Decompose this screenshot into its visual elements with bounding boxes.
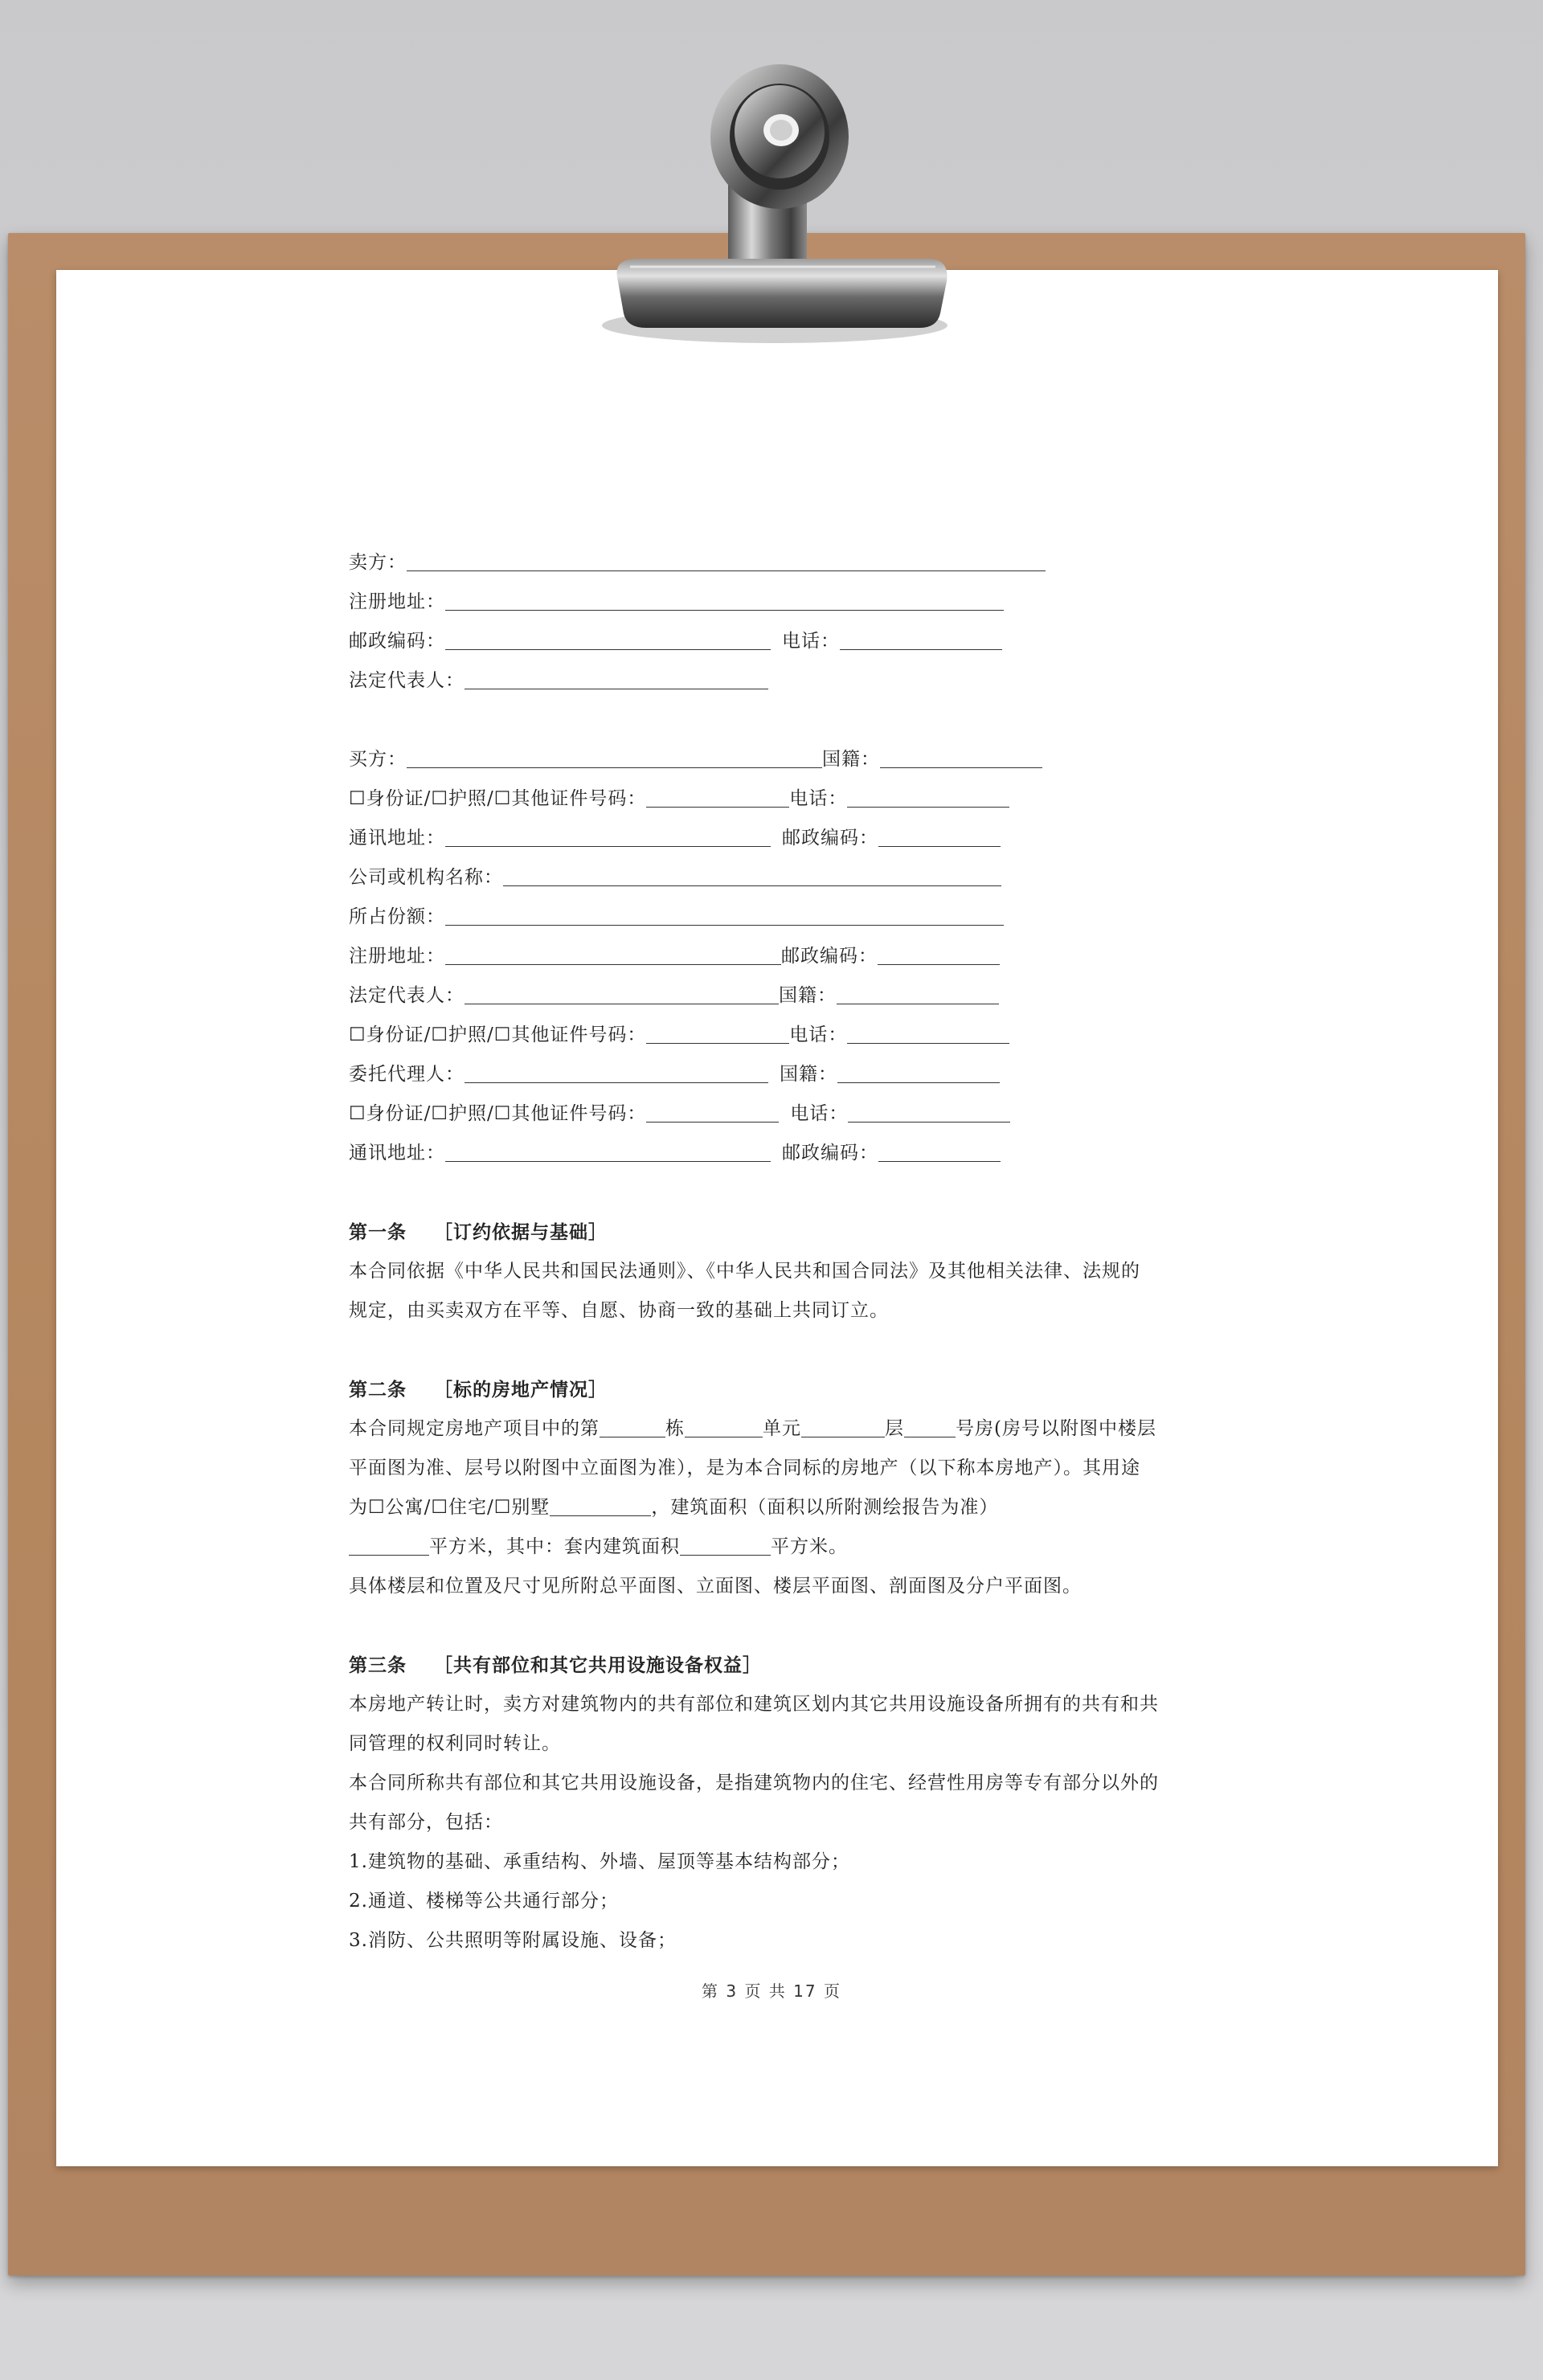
buyer-phone-label: 电话： [789, 788, 848, 809]
buyer-label: 买方： [349, 749, 407, 770]
seller-label: 卖方： [349, 552, 407, 573]
buyer-legal-rep-nationality-field[interactable] [837, 1003, 999, 1004]
buyer-legal-rep-field[interactable] [465, 1003, 779, 1004]
article3-item-3: 3.消防、公共照明等附属设施、设备； [349, 1930, 677, 1951]
inner-area-field[interactable] [680, 1554, 771, 1556]
article3-text-1: 本房地产转让时，卖方对建筑物内的共有部位和建筑区划内其它共用设施设备所拥有的共有和共 [349, 1694, 1159, 1715]
article1-text-2: 规定，由买卖双方在平等、自愿、协商一致的基础上共同订立。 [349, 1300, 889, 1321]
article2-l4-a: 平方米，其中：套内建筑面积 [429, 1536, 680, 1557]
seller-legal-rep-label: 法定代表人： [349, 670, 465, 691]
article2-number: 第二条 [349, 1379, 407, 1401]
buyer-agent-label: 委托代理人： [349, 1064, 465, 1085]
seller-postcode-label: 邮政编码： [349, 631, 445, 652]
article2-l3-a: 为☐公寓/☐住宅/☐别墅 [349, 1497, 550, 1518]
buyer-agent-phone-field[interactable] [848, 1121, 1010, 1123]
floor-number-field[interactable] [801, 1436, 885, 1437]
buyer-agent-address-field[interactable] [445, 1160, 771, 1162]
seller-postcode-field[interactable] [445, 648, 771, 650]
buyer-legal-rep-phone-field[interactable] [847, 1042, 1009, 1044]
seller-reg-address-label: 注册地址： [349, 591, 445, 612]
article2-l1-a: 本合同规定房地产项目中的第 [349, 1418, 600, 1439]
buyer-legal-rep-label: 法定代表人： [349, 985, 465, 1006]
article2-title: ［标的房地产情况］ [434, 1379, 608, 1401]
buyer-legal-rep-id-field[interactable] [646, 1042, 789, 1044]
article3-heading [349, 1646, 1193, 1685]
seller-phone-field[interactable] [840, 648, 1002, 650]
buyer-agent-phone-label: 电话： [790, 1103, 849, 1124]
buyer-line [349, 740, 1193, 779]
buyer-legal-rep-phone-label: 电话： [789, 1024, 848, 1045]
buyer-id-label: ☐身份证/☐护照/☐其他证件号码： [349, 788, 647, 809]
unit-number-field[interactable] [685, 1436, 763, 1437]
buyer-agent-id-field[interactable] [646, 1121, 779, 1123]
buyer-nationality-field[interactable] [880, 767, 1042, 768]
article2-l1-c: 单元 [763, 1418, 801, 1439]
seller-reg-address-line [349, 583, 1193, 622]
buyer-legal-rep-id-label: ☐身份证/☐护照/☐其他证件号码： [349, 1024, 647, 1045]
buyer-agent-postcode-field[interactable] [878, 1160, 1001, 1162]
article2-line-5: 具体楼层和位置及尺寸见所附总平面图、立面图、楼层平面图、剖面图及分户平面图。 [349, 1576, 1082, 1597]
buyer-agent-id-label: ☐身份证/☐护照/☐其他证件号码： [349, 1103, 647, 1124]
buyer-id-field[interactable] [646, 806, 789, 808]
article1-heading [349, 1212, 1193, 1252]
buyer-postcode-label: 邮政编码： [782, 828, 878, 849]
buyer-legal-rep-line [349, 976, 1193, 1016]
article3-item-1: 1.建筑物的基础、承重结构、外墙、屋顶等基本结构部分； [349, 1851, 850, 1872]
article3-text-4: 共有部分，包括： [349, 1812, 503, 1833]
article2-l1-e: 号房(房号以附图中楼层 [956, 1418, 1156, 1439]
buyer-agent-address-line [349, 1134, 1193, 1173]
building-number-field[interactable] [600, 1436, 665, 1437]
article2-l4-b: 平方米。 [771, 1536, 848, 1557]
buyer-postcode-field[interactable] [878, 845, 1001, 847]
buyer-agent-line [349, 1055, 1193, 1094]
buyer-id-line [349, 779, 1193, 819]
article2-l1-b: 栋 [665, 1418, 685, 1439]
article2-line-1 [349, 1409, 1193, 1449]
buyer-reg-address-field[interactable] [445, 963, 781, 965]
page-number: 第 3 页 共 17 页 [702, 1981, 841, 2001]
buyer-phone-field[interactable] [847, 806, 1009, 808]
buyer-company-label: 公司或机构名称： [349, 867, 503, 888]
buyer-agent-address-label: 通讯地址： [349, 1143, 445, 1163]
seller-name-field[interactable] [407, 570, 1046, 571]
room-number-field[interactable] [904, 1436, 956, 1437]
buyer-company-line [349, 858, 1193, 898]
article2-heading [349, 1370, 1193, 1409]
buyer-agent-id-line [349, 1094, 1193, 1134]
article3-number: 第三条 [349, 1654, 407, 1676]
seller-reg-address-field[interactable] [445, 609, 1004, 611]
seller-line [349, 543, 1193, 583]
buyer-share-field[interactable] [445, 924, 1004, 926]
article1-number: 第一条 [349, 1221, 407, 1243]
buyer-legal-rep-id-line [349, 1016, 1193, 1055]
buyer-agent-postcode-label: 邮政编码： [782, 1143, 878, 1163]
article3-item-2: 2.通道、楼梯等公共通行部分； [349, 1891, 619, 1912]
buyer-reg-postcode-field[interactable] [878, 963, 1000, 965]
usage-other-field[interactable] [550, 1515, 651, 1516]
contract-document [349, 543, 1193, 1961]
buyer-legal-rep-nationality-label: 国籍： [779, 985, 837, 1006]
seller-legal-rep-line [349, 661, 1193, 701]
buyer-reg-postcode-label: 邮政编码： [781, 946, 878, 967]
article2-line-4 [349, 1527, 1193, 1567]
buyer-nationality-label: 国籍： [822, 749, 880, 770]
article1-text-1: 本合同依据《中华人民共和国民法通则》、《中华人民共和国合同法》及其他相关法律、法规的 [349, 1261, 1140, 1282]
article2-line-3 [349, 1488, 1193, 1527]
article2-line-2: 平面图为准、层号以附图中立面图为准），是为本合同标的房地产（以下称本房地产）。其用途 [349, 1458, 1140, 1478]
buyer-mail-address-line [349, 819, 1193, 858]
buyer-reg-address-label: 注册地址： [349, 946, 445, 967]
article2-l3-b: ，建筑面积（面积以所附测绘报告为准） [651, 1497, 999, 1518]
article3-title: ［共有部位和其它共用设施设备权益］ [434, 1654, 762, 1676]
article1-title: ［订约依据与基础］ [434, 1221, 608, 1243]
buyer-mail-address-label: 通讯地址： [349, 828, 445, 849]
article3-text-3: 本合同所称共有部位和其它共用设施设备，是指建筑物内的住宅、经营性用房等专有部分以外的 [349, 1773, 1159, 1793]
buyer-agent-nationality-field[interactable] [837, 1082, 1000, 1083]
buyer-agent-nationality-label: 国籍： [780, 1064, 837, 1085]
buyer-share-line [349, 898, 1193, 937]
buyer-agent-field[interactable] [465, 1082, 768, 1083]
seller-legal-rep-field[interactable] [465, 688, 768, 689]
buyer-reg-address-line [349, 937, 1193, 976]
buyer-name-field[interactable] [407, 767, 822, 768]
article2-l1-d: 层 [885, 1418, 904, 1439]
buyer-share-label: 所占份额： [349, 906, 445, 927]
article3-text-2: 同管理的权利同时转让。 [349, 1733, 561, 1754]
building-area-field[interactable] [349, 1554, 429, 1556]
seller-phone-label: 电话： [782, 631, 840, 652]
buyer-mail-address-field[interactable] [445, 845, 771, 847]
seller-postcode-line [349, 622, 1193, 661]
buyer-company-field[interactable] [503, 885, 1001, 886]
binder-clip-icon [574, 48, 952, 354]
